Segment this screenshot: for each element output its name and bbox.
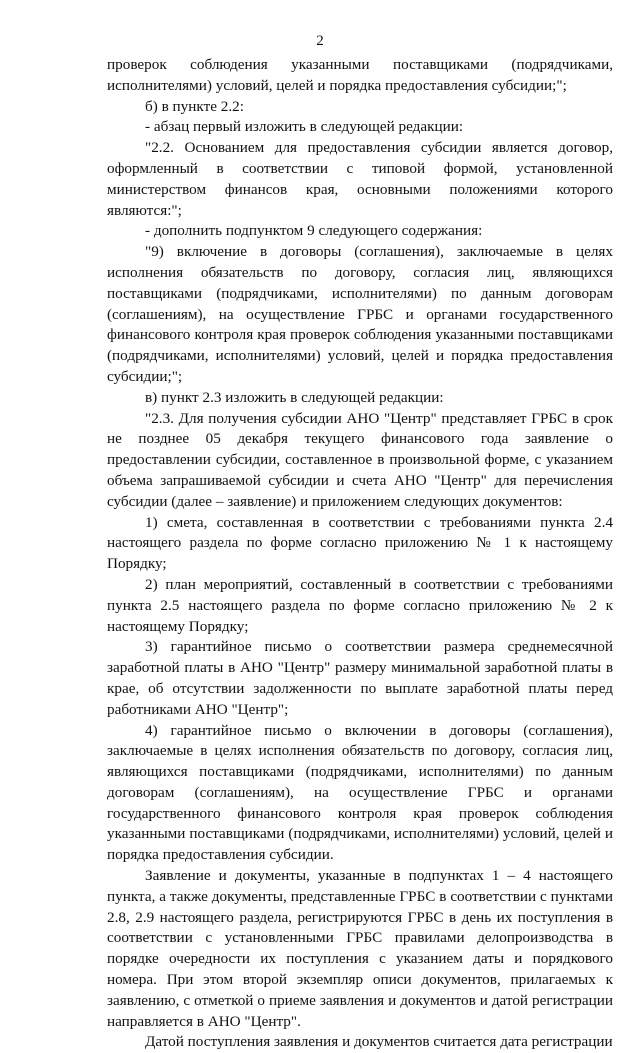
page-number: 2 [316, 33, 324, 49]
paragraph-item-v: в) пункт 2.3 изложить в следующей редакции: [145, 388, 444, 406]
paragraph-date-of-receipt: Датой поступления заявления и документов считается дата регистрации [145, 1033, 613, 1051]
paragraph-2-3: "2.3. Для получения субсидии АНО "Центр" представляет ГРБС в срок не позднее 05 декабря текущего финансового года заявление о предоставлении субсидии, составленное в произвольной форме, с указанием объема запрашиваемой субсидии и счета АНО "Центр" для перечисления субсидии (далее – заявление) и приложением следующих документов: [107, 409, 613, 510]
paragraph-list-item-2: 2) план мероприятий, составленный в соответствии с требованиями пункта 2.5 настоящего раздела по форме согласно приложению № 2 к настоящему Порядку; [107, 575, 613, 635]
document-body [107, 55, 613, 1053]
paragraph-add-subpoint-9: - дополнить подпунктом 9 следующего содержания: [145, 222, 483, 240]
paragraph-list-item-3: 3) гарантийное письмо о соответствии размера среднемесячной заработной платы в АНО "Центр" размеру минимальной заработной платы в крае, об отсутствии задолженности по выплате заработной платы перед работниками АНО "Центр"; [107, 638, 613, 718]
paragraph-subpoint-9: "9) включение в договоры (соглашения), заключаемые в целях исполнения обязательств по договору, согласия лиц, являющихся поставщиками (подрядчиками, исполнителями) по данным договорам (соглашениям), на осуществление ГРБС и органами государственного финансового контроля края проверок соблюдения указанными поставщиками (подрядчиками, исполнителями) условий, целей и порядка предоставления субсидии;"; [107, 243, 613, 385]
paragraph-abzac-instruction: - абзац первый изложить в следующей редакции: [145, 118, 464, 136]
paragraph-list-item-4: 4) гарантийное письмо о включении в договоры (соглашения), заключаемые в целях исполнения обязательств по договору, согласия лиц, являющихся поставщиками (подрядчиками, исполнителями) по данным договорам (соглашениям), на осуществление ГРБС и органами государственного финансового контроля края проверок соблюдения указанными поставщиками (подрядчиками, исполнителями) условий, целей и порядка предоставления субсидии. [107, 721, 613, 864]
paragraph-2-2: "2.2. Основанием для предоставления субсидии является договор, оформленный в соответствии с типовой формой, установленной министерством финансов края, основными положениями которого являются:"; [107, 139, 613, 219]
paragraph-item-b: б) в пункте 2.2: [145, 97, 244, 115]
paragraph-continuation: проверок соблюдения указанными поставщиками (подрядчиками, исполнителями) условий, целей и порядка предоставления субсидии;"; [107, 56, 613, 94]
paragraph-list-item-1: 1) смета, составленная в соответствии с требованиями пункта 2.4 настоящего раздела по форме согласно приложению № 1 к настоящему Порядку; [107, 513, 613, 573]
paragraph-registration: Заявление и документы, указанные в подпунктах 1 – 4 настоящего пункта, а также документы, представленные ГРБС в соответствии с пунктами 2.8, 2.9 настоящего раздела, регистрируются ГРБС в день их поступления в соответствии с установленными ГРБС правилами делопроизводства в порядке очередности их поступления с указанием даты и порядкового номера. При этом второй экземпляр описи документов, прилагаемых к заявлению, с отметкой о приеме заявления и документов и датой регистрации направляется в АНО "Центр". [107, 867, 613, 1030]
